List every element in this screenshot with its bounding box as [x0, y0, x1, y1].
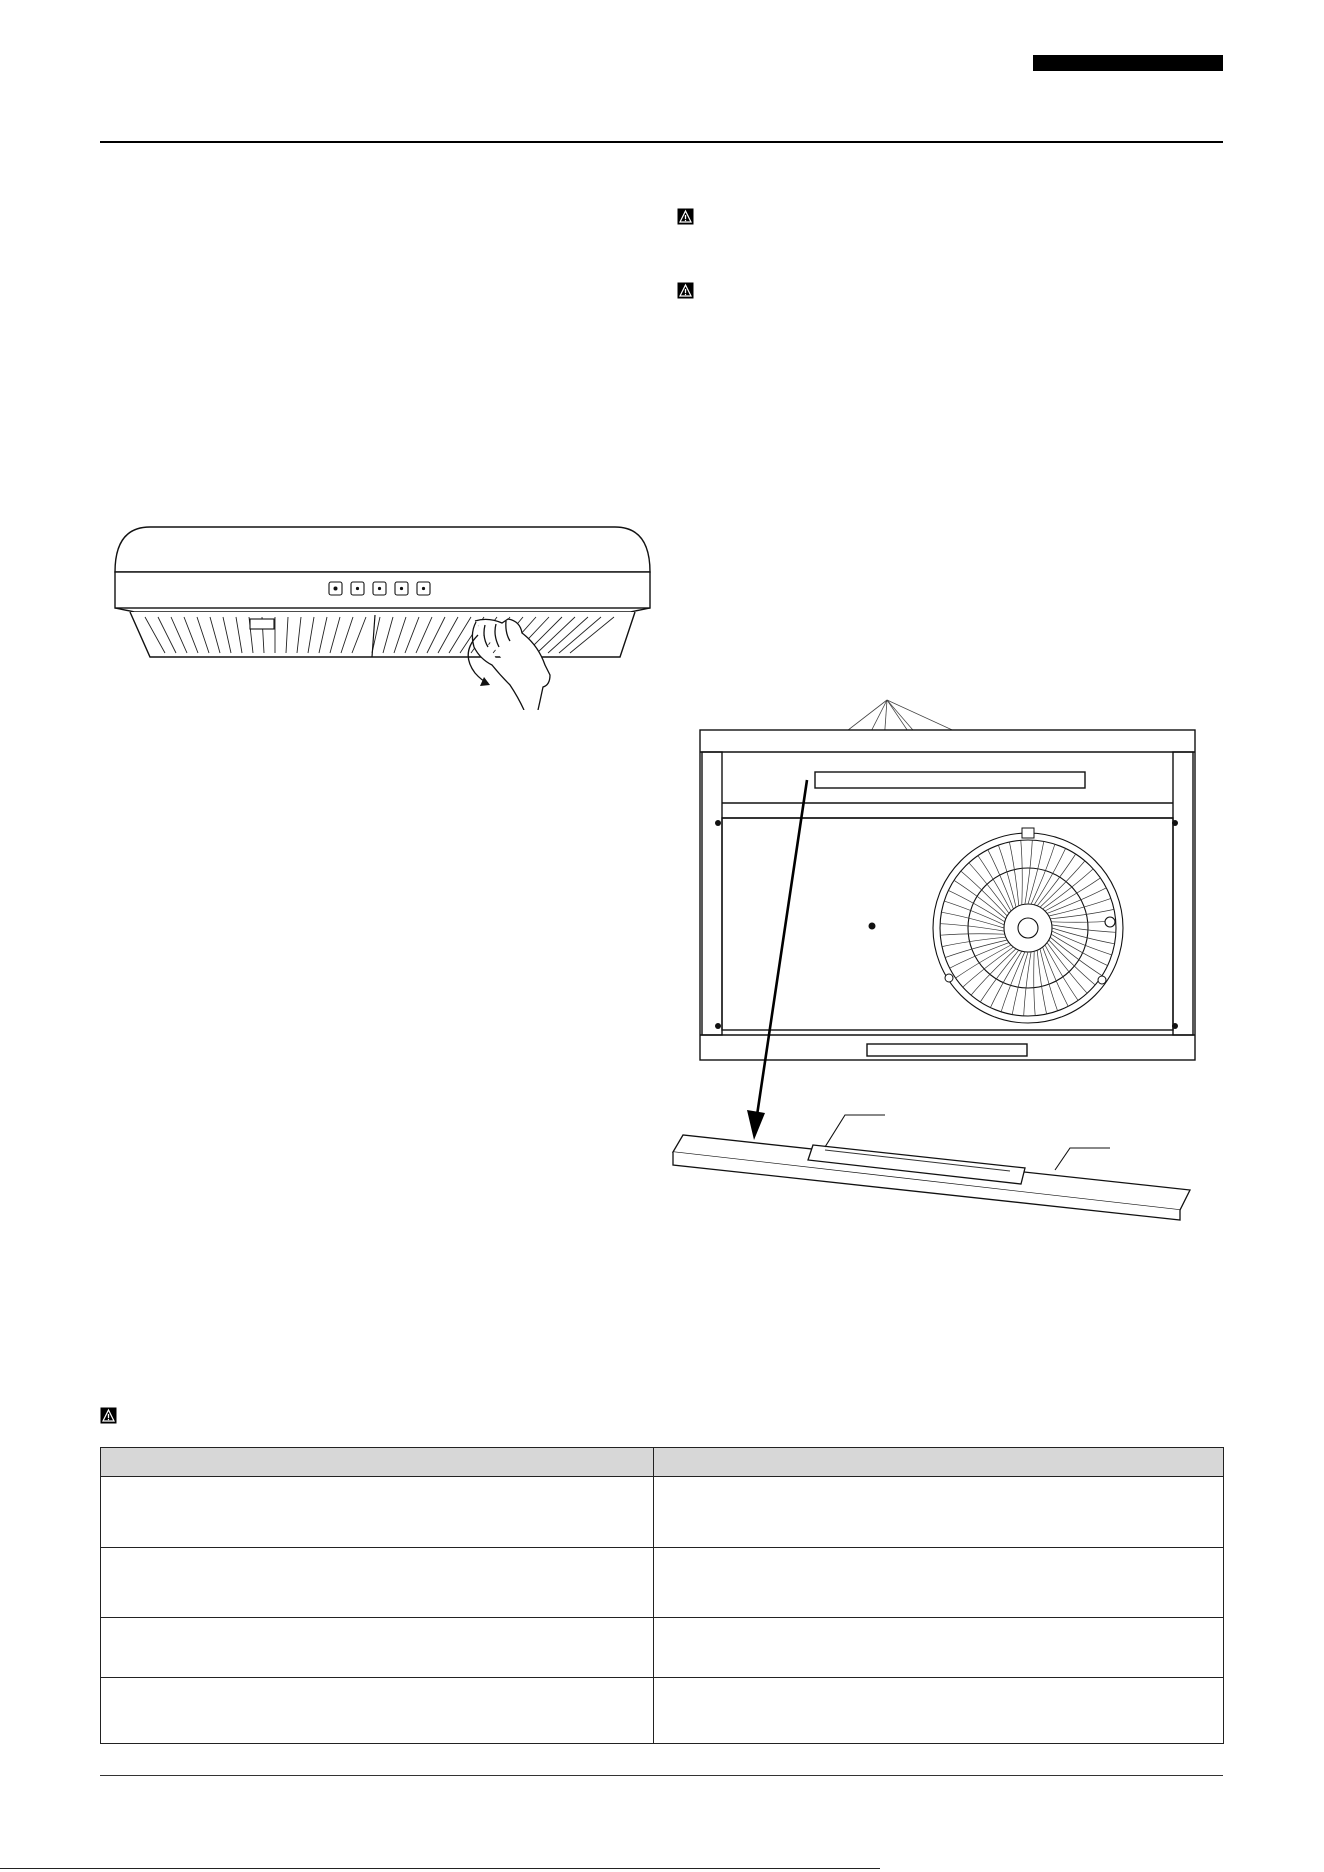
warning-triangle-icon — [677, 208, 694, 225]
top-divider-rule — [100, 141, 1223, 143]
table-row — [101, 1477, 1224, 1548]
table-cell — [101, 1548, 654, 1618]
table-header-cell — [654, 1448, 1224, 1477]
table-row — [101, 1618, 1224, 1678]
table-row — [101, 1548, 1224, 1618]
warning-triangle-icon — [100, 1407, 117, 1424]
footer-line — [0, 1868, 880, 1869]
table-cell — [654, 1618, 1224, 1678]
range-hood-interior-exploded-illustration — [665, 690, 1205, 1240]
bottom-divider-rule — [100, 1775, 1223, 1776]
table-header-cell — [101, 1448, 654, 1477]
table-cell — [654, 1678, 1224, 1744]
table-cell — [654, 1548, 1224, 1618]
table-cell — [101, 1477, 654, 1548]
table-cell — [101, 1678, 654, 1744]
range-hood-underside-illustration — [110, 525, 655, 710]
warning-triangle-icon — [677, 282, 694, 299]
header-black-bar — [1033, 55, 1223, 71]
table-cell — [654, 1477, 1224, 1548]
table-row — [101, 1678, 1224, 1744]
table-cell — [101, 1618, 654, 1678]
table-header-row — [101, 1448, 1224, 1477]
troubleshooting-table — [100, 1447, 1224, 1744]
